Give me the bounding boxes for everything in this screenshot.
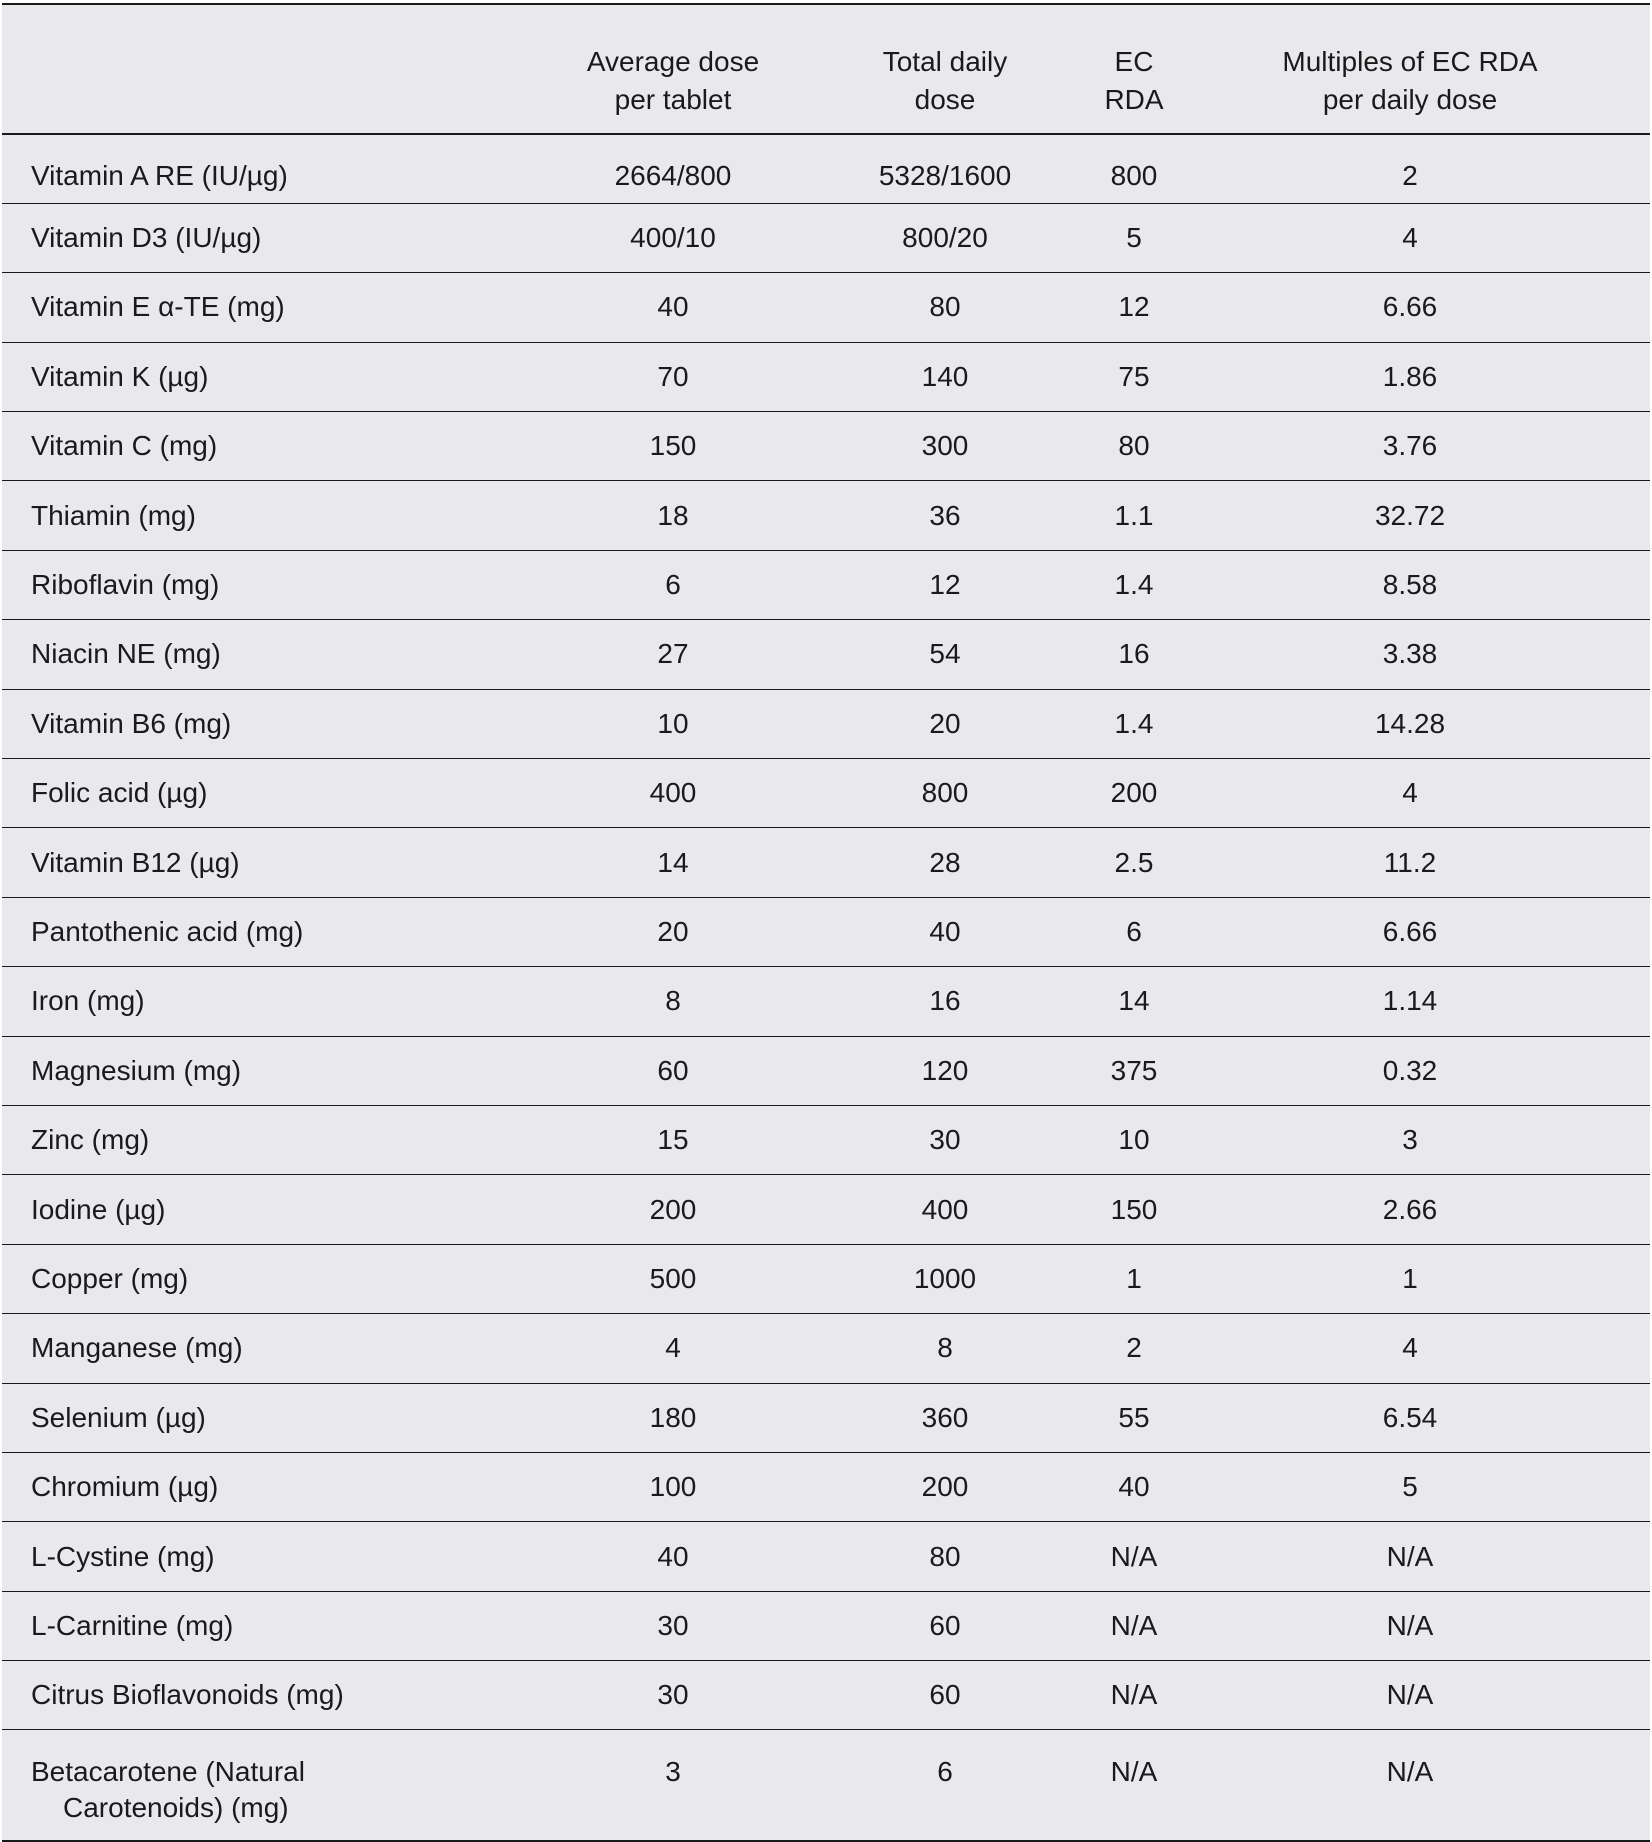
cell-ec-rda: N/A — [1110, 1679, 1158, 1711]
cell-multiples-ec-rda: N/A — [1386, 1679, 1434, 1711]
cell-average-dose: 20 — [657, 915, 689, 947]
cell-average-dose: 500 — [649, 1262, 697, 1294]
table-row — [2, 203, 1650, 272]
cell-multiples-ec-rda: 5 — [1402, 1471, 1418, 1503]
table-row — [2, 828, 1650, 897]
cell-average-dose: 18 — [657, 499, 689, 531]
nutrient-name-cell: Iodine (µg) — [31, 1193, 166, 1225]
nutrient-name-cell: Copper (mg) — [31, 1262, 189, 1294]
cell-total-daily-dose: 8 — [937, 1332, 953, 1364]
cell-multiples-ec-rda: 6.66 — [1382, 291, 1438, 323]
nutrient-name-cell: L-Carnitine (mg) — [31, 1609, 234, 1641]
cell-ec-rda: 2 — [1126, 1332, 1142, 1364]
cell-multiples-ec-rda: 1.14 — [1382, 985, 1438, 1017]
table-header — [2, 4, 1650, 134]
cell-multiples-ec-rda: 4 — [1402, 777, 1418, 809]
cell-total-daily-dose: 54 — [929, 638, 961, 670]
cell-average-dose: 8 — [665, 985, 681, 1017]
cell-average-dose: 4 — [665, 1332, 681, 1364]
cell-total-daily-dose: 60 — [929, 1679, 961, 1711]
cell-total-daily-dose: 800/20 — [902, 222, 988, 254]
nutrient-name-cell: Selenium (µg) — [31, 1401, 206, 1433]
column-header-line: EC RDA — [1104, 46, 1164, 115]
cell-total-daily-dose: 28 — [929, 846, 961, 878]
table-row — [2, 1730, 1650, 1841]
cell-multiples-ec-rda: N/A — [1386, 1756, 1434, 1788]
cell-average-dose: 40 — [657, 1540, 689, 1572]
table-row — [2, 1591, 1650, 1660]
table-row — [2, 897, 1650, 966]
nutrient-name-line: Betacarotene (Natural — [31, 1756, 305, 1788]
cell-ec-rda: 10 — [1118, 1124, 1150, 1156]
table-row — [2, 1522, 1650, 1591]
table-row — [2, 1314, 1650, 1383]
nutrient-name-cell: Chromium (µg) — [31, 1471, 219, 1503]
column-header-line: dose — [914, 84, 976, 115]
cell-multiples-ec-rda: 4 — [1402, 1332, 1418, 1364]
cell-total-daily-dose: 300 — [921, 430, 969, 462]
table-row — [2, 1244, 1650, 1313]
column-header-line: per daily dose — [1322, 84, 1498, 115]
cell-total-daily-dose: 40 — [929, 915, 961, 947]
cell-multiples-ec-rda: 11.2 — [1383, 846, 1437, 878]
nutrient-name-cell: Manganese (mg) — [31, 1332, 243, 1364]
nutrient-name-line: Carotenoids) (mg) — [63, 1792, 289, 1824]
table-row — [2, 1452, 1650, 1521]
cell-total-daily-dose: 5328/1600 — [878, 159, 1012, 191]
cell-average-dose: 60 — [657, 1054, 689, 1086]
nutrient-name-cell: Niacin NE (mg) — [31, 638, 221, 670]
cell-ec-rda: 6 — [1126, 915, 1142, 947]
cell-average-dose: 6 — [665, 569, 681, 601]
cell-ec-rda: 16 — [1118, 638, 1150, 670]
cell-total-daily-dose: 20 — [929, 707, 961, 739]
nutrient-name-cell: Vitamin K (µg) — [31, 360, 209, 392]
table-row — [2, 1661, 1650, 1730]
cell-total-daily-dose: 800 — [921, 777, 969, 809]
cell-total-daily-dose: 120 — [921, 1054, 969, 1086]
nutrient-name-cell: Riboflavin (mg) — [31, 569, 220, 601]
table-row — [2, 1105, 1650, 1174]
cell-total-daily-dose: 400 — [921, 1193, 969, 1225]
cell-ec-rda: 40 — [1118, 1471, 1150, 1503]
cell-ec-rda: 375 — [1110, 1054, 1158, 1086]
cell-average-dose: 150 — [649, 430, 697, 462]
cell-total-daily-dose: 6 — [937, 1756, 953, 1788]
cell-ec-rda: 5 — [1126, 222, 1142, 254]
cell-average-dose: 30 — [657, 1679, 689, 1711]
cell-multiples-ec-rda: N/A — [1386, 1609, 1434, 1641]
table-row — [2, 342, 1650, 411]
column-header-line: Multiples of EC RDA — [1282, 46, 1538, 77]
cell-average-dose: 70 — [657, 360, 689, 392]
cell-average-dose: 400/10 — [630, 222, 716, 254]
cell-average-dose: 10 — [657, 707, 689, 739]
cell-multiples-ec-rda: 2.66 — [1382, 1193, 1438, 1225]
cell-ec-rda: 1.1 — [1114, 499, 1154, 531]
column-header-ec-rda — [1098, 4, 1170, 134]
cell-total-daily-dose: 140 — [921, 360, 969, 392]
cell-total-daily-dose: 60 — [929, 1609, 961, 1641]
cell-average-dose: 27 — [657, 638, 689, 670]
cell-ec-rda: 800 — [1110, 159, 1158, 191]
cell-ec-rda: 14 — [1118, 985, 1150, 1017]
cell-total-daily-dose: 16 — [929, 985, 961, 1017]
cell-ec-rda: 1 — [1126, 1262, 1142, 1294]
cell-average-dose: 100 — [649, 1471, 697, 1503]
cell-total-daily-dose: 36 — [929, 499, 961, 531]
cell-total-daily-dose: 360 — [921, 1401, 969, 1433]
table-row — [2, 1175, 1650, 1244]
nutrient-name-cell: Citrus Bioflavonoids (mg) — [31, 1679, 344, 1711]
cell-multiples-ec-rda: N/A — [1386, 1540, 1434, 1572]
cell-ec-rda: N/A — [1110, 1609, 1158, 1641]
cell-multiples-ec-rda: 8.58 — [1382, 569, 1438, 601]
column-header-total-daily-dose — [792, 4, 1098, 134]
cell-multiples-ec-rda: 32.72 — [1374, 499, 1446, 531]
cell-multiples-ec-rda: 3.38 — [1382, 638, 1438, 670]
column-header-line: Total daily — [882, 46, 1008, 77]
cell-average-dose: 30 — [657, 1609, 689, 1641]
column-header-line: Average dose — [586, 46, 760, 77]
cell-ec-rda: 80 — [1118, 430, 1150, 462]
nutrient-name-cell: Vitamin A RE (IU/µg) — [31, 159, 288, 191]
nutrient-name-cell: Vitamin C (mg) — [31, 430, 218, 462]
nutrient-table-grid — [2, 3, 1650, 1842]
cell-total-daily-dose: 30 — [929, 1124, 961, 1156]
nutrient-name-cell: Magnesium (mg) — [31, 1054, 242, 1086]
nutrient-name-cell: Vitamin B6 (mg) — [31, 707, 232, 739]
cell-average-dose: 180 — [649, 1401, 697, 1433]
cell-multiples-ec-rda: 3.76 — [1382, 430, 1438, 462]
nutrient-name-cell: Zinc (mg) — [31, 1124, 150, 1156]
nutrient-name-cell: Vitamin E α-TE (mg) — [31, 291, 285, 323]
cell-ec-rda: 75 — [1118, 360, 1150, 392]
cell-multiples-ec-rda: 0.32 — [1382, 1054, 1438, 1086]
cell-total-daily-dose: 12 — [929, 569, 961, 601]
nutrient-name-cell: Pantothenic acid (mg) — [31, 915, 304, 947]
nutrient-name-multiline — [31, 1754, 305, 1826]
cell-average-dose: 200 — [649, 1193, 697, 1225]
cell-average-dose: 14 — [657, 846, 689, 878]
cell-average-dose: 3 — [665, 1756, 681, 1788]
table-row — [2, 1383, 1650, 1452]
cell-multiples-ec-rda: 4 — [1402, 222, 1418, 254]
nutrient-name-cell: Folic acid (µg) — [31, 777, 208, 809]
cell-multiples-ec-rda: 14.28 — [1374, 707, 1446, 739]
cell-ec-rda: 200 — [1110, 777, 1158, 809]
cell-multiples-ec-rda: 3 — [1402, 1124, 1418, 1156]
cell-ec-rda: N/A — [1110, 1540, 1158, 1572]
cell-multiples-ec-rda: 6.66 — [1382, 915, 1438, 947]
cell-average-dose: 40 — [657, 291, 689, 323]
cell-multiples-ec-rda: 1 — [1402, 1262, 1418, 1294]
column-header-average-dose — [554, 4, 792, 134]
nutrient-name-cell: Thiamin (mg) — [31, 499, 196, 531]
cell-ec-rda: 1.4 — [1114, 707, 1154, 739]
table-row — [2, 759, 1650, 828]
nutrient-name-cell: Vitamin B12 (µg) — [31, 846, 240, 878]
table-row — [2, 273, 1650, 342]
nutrient-table — [2, 3, 1650, 1842]
column-header-nutrient — [2, 4, 554, 134]
cell-ec-rda: 1.4 — [1114, 569, 1154, 601]
header-row — [2, 4, 1650, 134]
table-row — [2, 620, 1650, 689]
table-row — [2, 689, 1650, 758]
table-row — [2, 1036, 1650, 1105]
cell-multiples-ec-rda: 6.54 — [1382, 1401, 1438, 1433]
table-row — [2, 412, 1650, 481]
cell-total-daily-dose: 80 — [929, 291, 961, 323]
cell-ec-rda: 12 — [1118, 291, 1150, 323]
table-row — [2, 481, 1650, 550]
table-body — [2, 134, 1650, 1841]
nutrient-name-cell: L-Cystine (mg) — [31, 1540, 215, 1572]
cell-total-daily-dose: 1000 — [913, 1262, 977, 1294]
cell-average-dose: 2664/800 — [614, 159, 732, 191]
cell-multiples-ec-rda: 1.86 — [1382, 360, 1438, 392]
nutrient-name-cell: Vitamin D3 (IU/µg) — [31, 222, 262, 254]
cell-average-dose: 15 — [657, 1124, 689, 1156]
cell-ec-rda: N/A — [1110, 1756, 1158, 1788]
nutrient-name-cell: Iron (mg) — [31, 985, 145, 1017]
table-row — [2, 550, 1650, 619]
cell-ec-rda: 150 — [1110, 1193, 1158, 1225]
table-row — [2, 967, 1650, 1036]
cell-average-dose: 400 — [649, 777, 697, 809]
cell-total-daily-dose: 80 — [929, 1540, 961, 1572]
cell-multiples-ec-rda: 2 — [1402, 159, 1418, 191]
cell-ec-rda: 55 — [1118, 1401, 1150, 1433]
column-header-line: per tablet — [614, 84, 732, 115]
cell-total-daily-dose: 200 — [921, 1471, 969, 1503]
nutrient-name-cell — [2, 1730, 554, 1841]
cell-ec-rda: 2.5 — [1114, 846, 1154, 878]
table-row — [2, 134, 1650, 203]
column-header-multiples-ec-rda — [1170, 4, 1650, 134]
